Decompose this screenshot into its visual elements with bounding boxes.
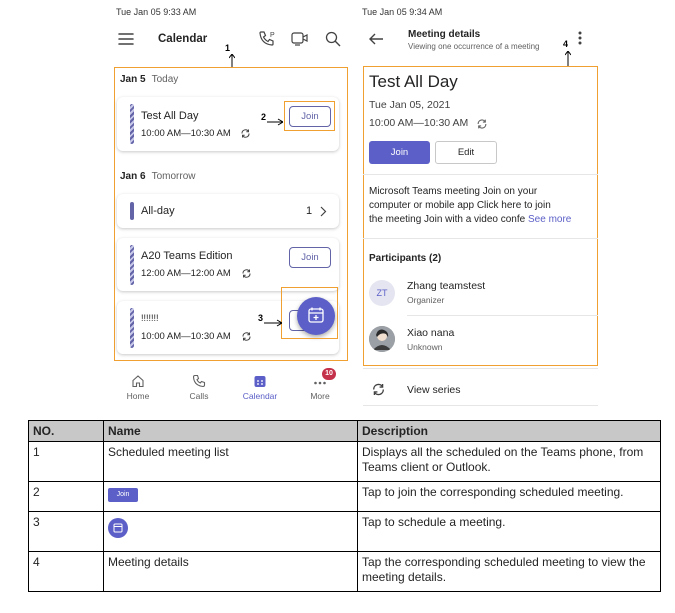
cell-desc: Tap to schedule a meeting. xyxy=(358,512,661,552)
join-button[interactable]: Join xyxy=(369,141,430,164)
day-header-tomorrow xyxy=(120,171,195,182)
home-icon xyxy=(131,374,145,388)
callout-number: 2 xyxy=(261,112,267,122)
nav-label: Calls xyxy=(189,391,209,401)
status-time: Tue Jan 05 9:34 AM xyxy=(362,7,443,17)
day-date: Jan 5 xyxy=(120,74,146,85)
meeting-card-test-all-day[interactable] xyxy=(117,97,339,151)
day-relative: Tomorrow xyxy=(151,171,196,182)
divider xyxy=(363,238,598,239)
description-line: computer or mobile app Click here to join xyxy=(369,200,551,211)
recurring-icon xyxy=(241,331,252,342)
participant-name: Xiao nana xyxy=(407,327,455,339)
nav-label: Home xyxy=(126,391,150,401)
table-row xyxy=(29,552,661,592)
recurring-icon xyxy=(241,268,252,279)
more-options-icon[interactable] xyxy=(578,31,582,45)
callout-arrow xyxy=(565,51,571,72)
cell-no: 3 xyxy=(29,512,104,552)
recurring-icon xyxy=(476,118,488,130)
meeting-card-a20[interactable] xyxy=(117,238,339,291)
cell-name: Scheduled meeting list xyxy=(104,442,358,482)
participants-header: Participants (2) xyxy=(369,253,442,264)
cell-name xyxy=(104,512,358,552)
participant-name: Zhang teamstest xyxy=(407,280,486,292)
meeting-stripe xyxy=(130,245,134,285)
column-header: NO. xyxy=(29,421,104,442)
meet-now-icon[interactable] xyxy=(290,30,310,47)
all-day-row[interactable] xyxy=(117,194,339,228)
callout-number: 3 xyxy=(258,313,264,323)
column-header: Description xyxy=(358,421,661,442)
view-series-link[interactable]: View series xyxy=(407,384,461,396)
nav-label: Calendar xyxy=(242,391,278,401)
meeting-time: 10:00 AM—10:30 AM xyxy=(369,117,469,129)
back-arrow-icon[interactable] xyxy=(368,32,384,46)
join-button[interactable]: Join xyxy=(289,247,331,268)
join-button[interactable]: Join xyxy=(289,106,331,127)
cell-no: 1 xyxy=(29,442,104,482)
meeting-time: 10:00 AM—10:30 AM xyxy=(141,128,231,139)
participant-role: Organizer xyxy=(407,295,445,305)
divider xyxy=(407,315,598,316)
meeting-date: Tue Jan 05, 2021 xyxy=(369,99,451,111)
all-day-stripe xyxy=(130,202,134,220)
svg-text:P: P xyxy=(270,32,275,39)
description-line-last xyxy=(369,214,571,225)
description-line: Microsoft Teams meeting Join on your xyxy=(369,186,538,197)
all-day-count: 1 xyxy=(306,205,313,217)
divider xyxy=(363,174,598,175)
edit-button[interactable]: Edit xyxy=(435,141,497,164)
divider xyxy=(363,405,598,406)
phone-icon xyxy=(192,374,206,388)
cell-name xyxy=(104,482,358,512)
callout-arrow xyxy=(264,314,282,332)
meeting-time: 10:00 AM—10:30 AM xyxy=(141,331,231,342)
cell-desc: Tap the corresponding scheduled meeting to view the meeting details. xyxy=(358,552,661,592)
meeting-title: A20 Teams Edition xyxy=(141,250,233,262)
callout-arrow xyxy=(229,54,235,73)
calendar-add-icon xyxy=(297,297,335,335)
column-header: Name xyxy=(104,421,358,442)
recurring-icon xyxy=(240,128,251,139)
divider xyxy=(363,368,598,369)
join-button-sample: Join xyxy=(108,488,138,502)
meeting-stripe xyxy=(130,104,134,144)
callout-arrow xyxy=(267,113,283,131)
avatar-photo xyxy=(369,326,395,352)
callout-number: 1 xyxy=(225,43,231,53)
callout-number: 4 xyxy=(563,39,569,49)
meeting-title: Test All Day xyxy=(369,72,458,91)
all-day-label: All-day xyxy=(141,205,175,217)
notification-badge: 10 xyxy=(322,368,336,380)
nav-label: More xyxy=(310,391,330,401)
cell-desc: Displays all the scheduled on the Teams phone, from Teams client or Outlook. xyxy=(358,442,661,482)
cell-no: 2 xyxy=(29,482,104,512)
table-row xyxy=(29,512,661,552)
schedule-meeting-fab[interactable] xyxy=(297,297,335,335)
table-header-row xyxy=(29,421,661,442)
page-title: Calendar xyxy=(158,33,208,45)
status-time: Tue Jan 05 9:33 AM xyxy=(116,7,197,17)
meeting-title: Test All Day xyxy=(141,110,199,122)
meeting-time: 12:00 AM—12:00 AM xyxy=(141,268,231,279)
meeting-stripe xyxy=(130,308,134,348)
cell-desc: Tap to join the corresponding scheduled meeting. xyxy=(358,482,661,512)
hamburger-menu-icon[interactable] xyxy=(118,32,134,46)
cell-no: 4 xyxy=(29,552,104,592)
calendar-icon xyxy=(253,374,267,388)
cell-name: Meeting details xyxy=(104,552,358,592)
chevron-right-icon xyxy=(319,206,327,217)
page-subtitle: Viewing one occurrence of a meeting xyxy=(408,42,540,51)
avatar-initials: ZT xyxy=(369,280,395,306)
search-icon[interactable] xyxy=(325,31,341,47)
description-table xyxy=(28,420,661,592)
page-title: Meeting details xyxy=(408,29,481,40)
schedule-fab-icon xyxy=(108,518,128,538)
recurring-icon xyxy=(371,382,386,397)
description-text: the meeting Join with a video confe xyxy=(369,214,526,225)
see-more-link[interactable]: See more xyxy=(528,214,572,225)
day-header-today xyxy=(120,74,178,85)
table-row xyxy=(29,482,661,512)
meeting-title: !!!!!!! xyxy=(141,313,159,323)
dialpad-phone-icon[interactable] xyxy=(258,30,276,47)
participant-role: Unknown xyxy=(407,342,443,352)
day-date: Jan 6 xyxy=(120,171,146,182)
table-row xyxy=(29,442,661,482)
day-relative: Today xyxy=(151,74,179,85)
